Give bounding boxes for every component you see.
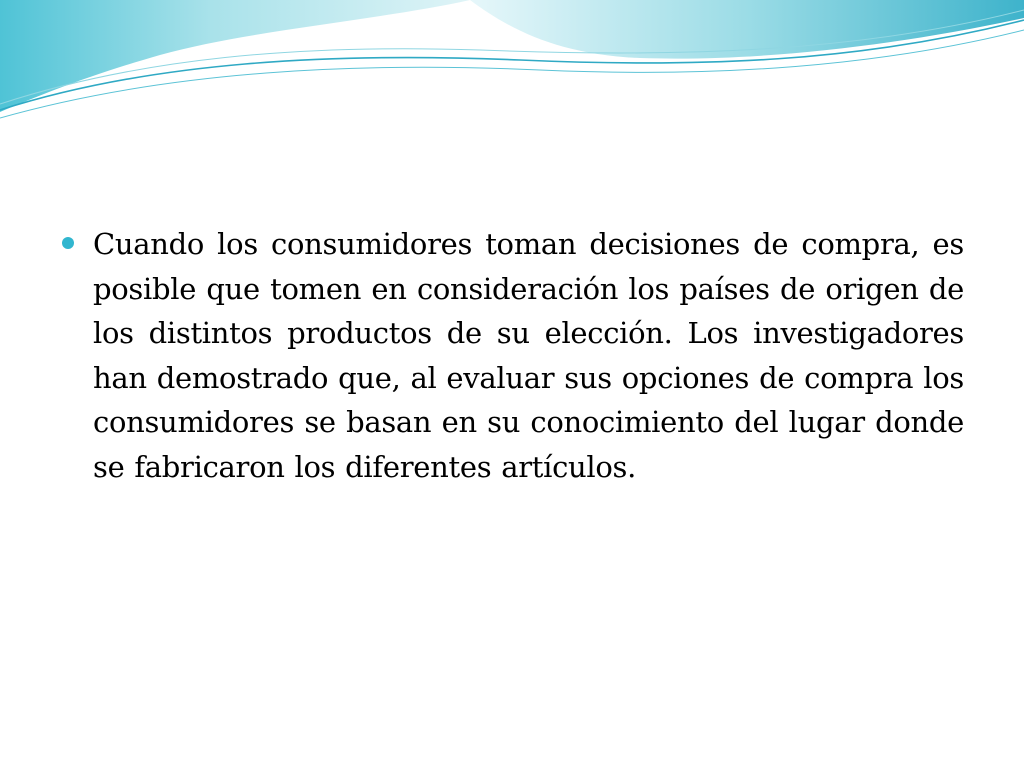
bullet-item — [62, 222, 964, 490]
decorative-wave-header — [0, 0, 1024, 130]
bullet-text: Cuando los consumidores toman decisiones de compra, es posible que tomen en consideración los países de origen de los distintos productos de su elección. Los investigadores han demostrado que, al evaluar sus opciones de compra los consumidores se basan en su conocimiento del lugar donde se fabricaron los diferentes artículos. — [93, 227, 964, 484]
slide-body — [62, 222, 964, 490]
bullet-dot-icon — [62, 237, 74, 249]
